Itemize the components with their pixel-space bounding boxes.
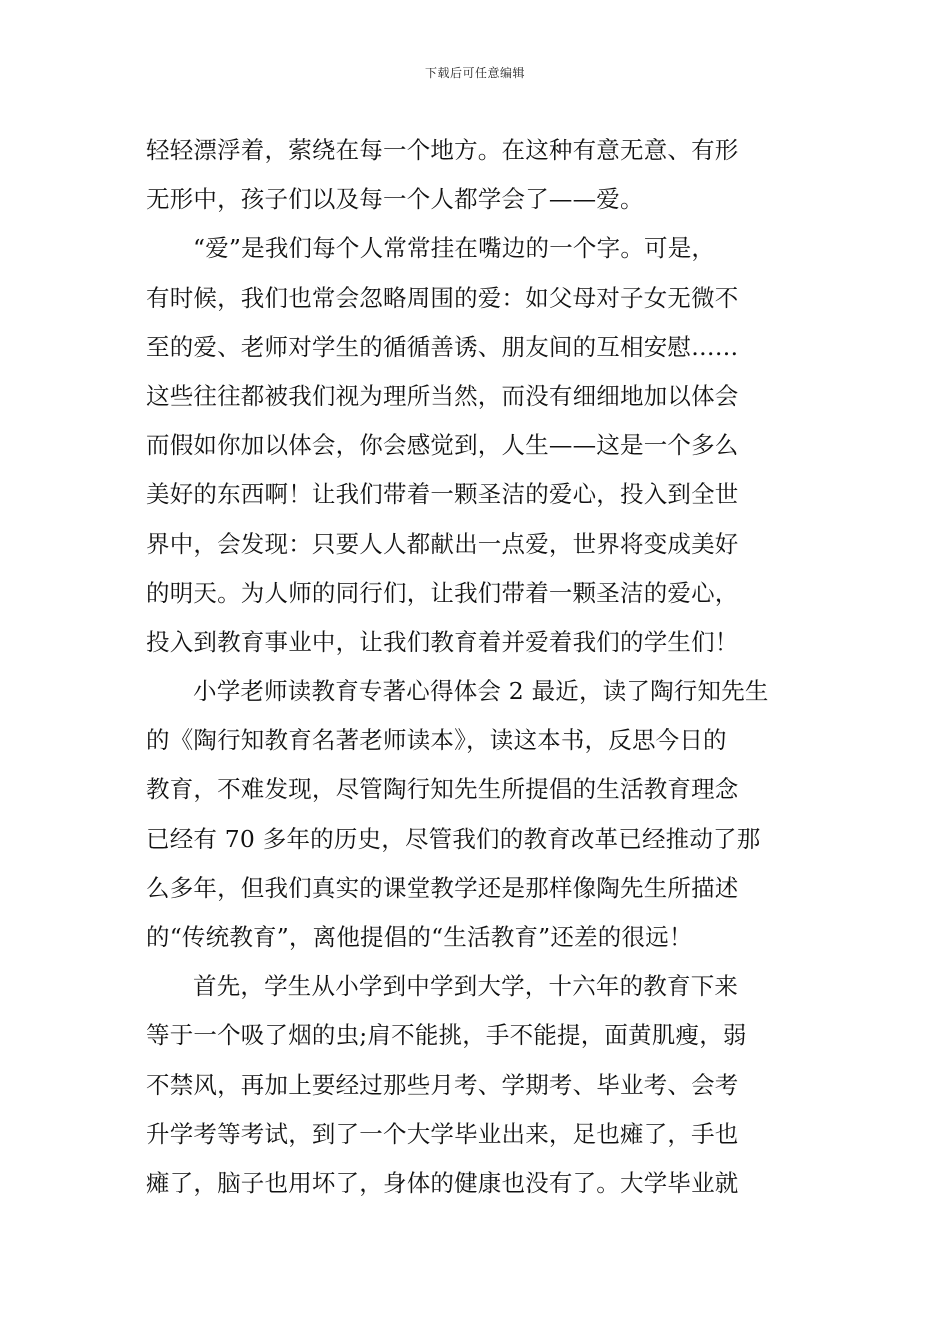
body-text xyxy=(146,126,810,1208)
text-line: 的明天。为人师的同行们，让我们带着一颗圣洁的爱心， xyxy=(146,578,739,607)
paragraph-start-line: 小学老师读教育专著心得体会 2 最近，读了陶行知先生 xyxy=(193,677,769,706)
text-line: 无形中，孩子们以及每一个人都学会了——爱。 xyxy=(146,185,644,214)
text-line: 的《陶行知教育名著老师读本》，读这本书，反思今日的 xyxy=(146,726,727,755)
text-line: 美好的东西啊！让我们带着一颗圣洁的爱心，投入到全世 xyxy=(146,480,739,509)
paragraph-start-line: 首先，学生从小学到中学到大学，十六年的教育下来 xyxy=(193,972,739,1001)
text-line: 有时候，我们也常会忽略周围的爱：如父母对子女无微不 xyxy=(146,283,739,312)
text-line: 至的爱、老师对学生的循循善诱、朋友间的互相安慰…… xyxy=(146,332,739,361)
text-line: 等于一个吸了烟的虫;肩不能挑，手不能提，面黄肌瘦，弱 xyxy=(146,1021,747,1050)
text-line: 升学考等考试，到了一个大学毕业出来，足也瘫了，手也 xyxy=(146,1119,739,1148)
text-line: 教育，不难发现，尽管陶行知先生所提倡的生活教育理念 xyxy=(146,775,739,804)
text-line: 这些往往都被我们视为理所当然，而没有细细地加以体会 xyxy=(146,381,739,410)
text-line: 瘫了，脑子也用坏了，身体的健康也没有了。大学毕业就 xyxy=(146,1168,739,1197)
text-line: 轻轻漂浮着，萦绕在每一个地方。在这种有意无意、有形 xyxy=(146,136,739,164)
page-header: 下载后可任意编辑 xyxy=(424,66,525,80)
text-line: 投入到教育事业中，让我们教育着并爱着我们的学生们！ xyxy=(146,627,739,656)
text-line: 不禁风，再加上要经过那些月考、学期考、毕业考、会考 xyxy=(146,1070,739,1099)
text-line: 么多年，但我们真实的课堂教学还是那样像陶先生所描述 xyxy=(146,873,739,902)
paragraph-start-line: “爱”是我们每个人常常挂在嘴边的一个字。可是， xyxy=(193,234,716,263)
text-line: 已经有 70 多年的历史，尽管我们的教育改革已经推动了那 xyxy=(146,824,761,853)
text-line: 界中，会发现：只要人人都献出一点爱，世界将变成美好 xyxy=(146,529,739,558)
text-line: 的“传统教育”，离他提倡的“生活教育”还差的很远！ xyxy=(146,923,693,951)
text-line: 而假如你加以体会，你会感觉到，人生——这是一个多么 xyxy=(146,431,739,460)
